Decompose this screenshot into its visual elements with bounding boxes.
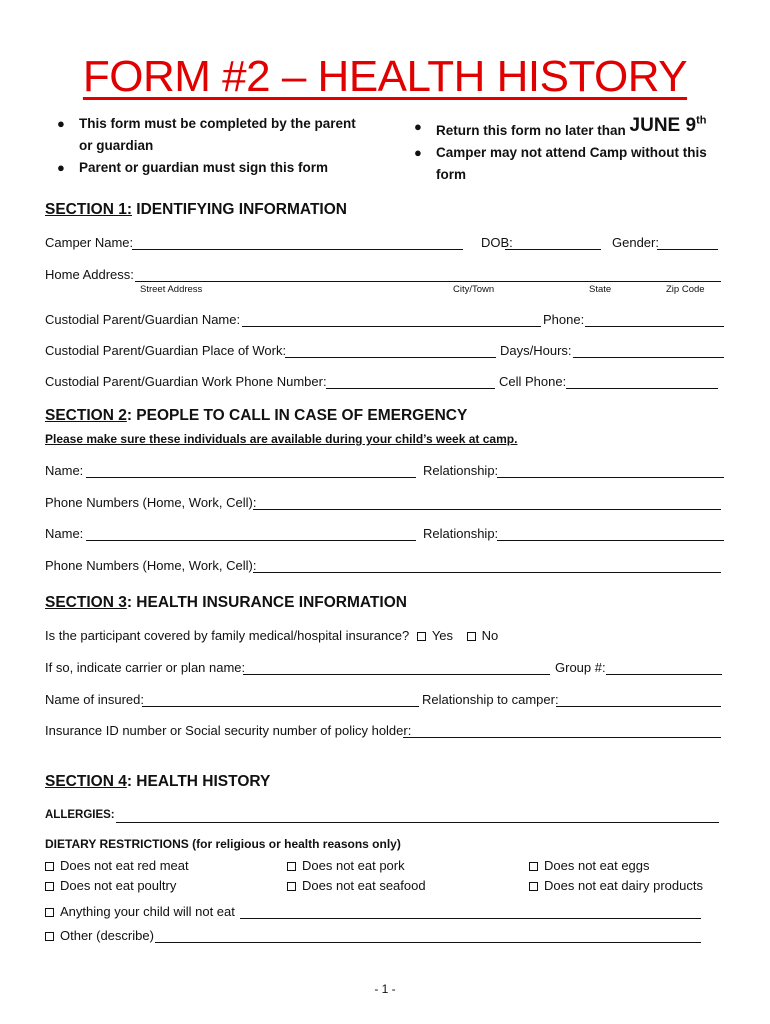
camper-name-label: Camper Name: — [45, 235, 134, 250]
section4-heading: SECTION 4: HEALTH HISTORY — [45, 773, 271, 790]
opt-other[interactable]: Other (describe) — [45, 928, 154, 943]
days-hours-field[interactable] — [573, 357, 724, 358]
group-field[interactable] — [606, 674, 722, 675]
checkbox[interactable] — [529, 862, 538, 871]
relationship-2-field[interactable] — [497, 540, 724, 541]
camper-name-field[interactable] — [132, 249, 463, 250]
insurance-question — [45, 628, 498, 643]
allergies-field[interactable] — [116, 822, 719, 823]
insurance-no-label: No — [481, 628, 499, 643]
relationship-1-field[interactable] — [497, 477, 724, 478]
insurance-id-field[interactable] — [403, 737, 721, 738]
dob-label: DOB: — [481, 235, 513, 250]
checkbox[interactable] — [45, 932, 54, 941]
section2-note: Please make sure these individuals are available during your child’s week at camp. — [45, 432, 518, 446]
emergency-name-2-label: Name: — [45, 526, 84, 541]
instruction-sign-text: Parent or guardian must sign this form — [79, 160, 329, 175]
form-title: FORM #2 – HEALTH HISTORY — [82, 52, 688, 101]
phone-numbers-1-field[interactable] — [253, 509, 721, 510]
opt-seafood[interactable]: Does not eat seafood — [287, 878, 426, 893]
work-phone-field[interactable] — [326, 388, 495, 389]
opt-dairy[interactable]: Does not eat dairy products — [529, 878, 703, 893]
insured-name-field[interactable] — [142, 706, 419, 707]
emergency-name-2-field[interactable] — [86, 540, 416, 541]
city-caption: City/Town — [453, 284, 495, 295]
opt-eggs[interactable]: Does not eat eggs — [529, 858, 650, 873]
place-of-work-field[interactable] — [285, 357, 496, 358]
instruction-return — [414, 115, 707, 139]
carrier-field[interactable] — [243, 674, 550, 675]
emergency-name-1-field[interactable] — [86, 477, 416, 478]
opt-red-meat[interactable]: Does not eat red meat — [45, 858, 189, 873]
other-field[interactable] — [155, 942, 701, 943]
bullet-icon: ● — [414, 145, 422, 160]
custodial-name-label: Custodial Parent/Guardian Name: — [45, 312, 241, 327]
custodial-name-field[interactable] — [242, 326, 541, 327]
relationship-1-label: Relationship: — [423, 463, 499, 478]
work-phone-label: Custodial Parent/Guardian Work Phone Number: — [45, 374, 327, 389]
home-address-label: Home Address: — [45, 267, 134, 282]
page-number: - 1 - — [374, 982, 396, 996]
opt-poultry[interactable]: Does not eat poultry — [45, 878, 176, 893]
checkbox[interactable] — [45, 882, 54, 891]
insurance-question-text: Is the participant covered by family medical/hospital insurance? — [45, 628, 410, 643]
instruction-attend — [414, 145, 707, 160]
insurance-yes-label: Yes — [431, 628, 454, 643]
checkbox[interactable] — [45, 908, 54, 917]
instruction-complete — [57, 116, 356, 131]
phone-label: Phone: — [543, 312, 585, 327]
opt-anything[interactable]: Anything your child will not eat — [45, 904, 235, 919]
instruction-attend-text: Camper may not attend Camp without this — [436, 145, 707, 160]
days-hours-label: Days/Hours: — [500, 343, 572, 358]
opt-pork[interactable]: Does not eat pork — [287, 858, 405, 873]
zip-caption: Zip Code — [666, 284, 705, 295]
relationship-camper-label: Relationship to camper: — [422, 692, 559, 707]
insurance-id-label: Insurance ID number or Social security number of policy holder: — [45, 723, 412, 738]
section1-heading: SECTION 1: IDENTIFYING INFORMATION — [45, 201, 347, 218]
relationship-camper-field[interactable] — [556, 706, 721, 707]
cell-phone-label: Cell Phone: — [499, 374, 567, 389]
home-address-field[interactable] — [135, 281, 721, 282]
gender-field[interactable] — [657, 249, 718, 250]
phone-field[interactable] — [585, 326, 724, 327]
deadline-date: JUNE 9th — [629, 115, 707, 137]
phone-numbers-2-label: Phone Numbers (Home, Work, Cell): — [45, 558, 257, 573]
bullet-icon: ● — [57, 160, 65, 175]
dietary-heading: DIETARY RESTRICTIONS (for religious or health reasons only) — [45, 837, 401, 851]
checkbox[interactable] — [287, 882, 296, 891]
section3-heading: SECTION 3: HEALTH INSURANCE INFORMATION — [45, 594, 407, 611]
dob-field[interactable] — [505, 249, 601, 250]
gender-label: Gender: — [612, 235, 659, 250]
checkbox[interactable] — [529, 882, 538, 891]
allergies-label: ALLERGIES: — [45, 809, 115, 821]
street-caption: Street Address — [140, 284, 203, 295]
place-of-work-label: Custodial Parent/Guardian Place of Work: — [45, 343, 287, 358]
instruction-complete-text: This form must be completed by the parent — [79, 116, 356, 131]
phone-numbers-2-field[interactable] — [253, 572, 721, 573]
insurance-no-checkbox[interactable] — [467, 632, 476, 641]
insurance-yes-checkbox[interactable] — [417, 632, 426, 641]
instruction-sign — [57, 160, 329, 175]
bullet-icon: ● — [57, 116, 65, 131]
insured-name-label: Name of insured: — [45, 692, 144, 707]
emergency-name-1-label: Name: — [45, 463, 84, 478]
bullet-icon: ● — [414, 119, 422, 134]
checkbox[interactable] — [45, 862, 54, 871]
cell-phone-field[interactable] — [566, 388, 718, 389]
relationship-2-label: Relationship: — [423, 526, 499, 541]
carrier-label: If so, indicate carrier or plan name: — [45, 660, 246, 675]
instruction-complete-cont: or guardian — [79, 138, 154, 153]
checkbox[interactable] — [287, 862, 296, 871]
group-label: Group #: — [555, 660, 606, 675]
phone-numbers-1-label: Phone Numbers (Home, Work, Cell): — [45, 495, 257, 510]
state-caption: State — [589, 284, 612, 295]
section2-heading: SECTION 2: PEOPLE TO CALL IN CASE OF EMERGENCY — [45, 407, 468, 424]
instruction-attend-cont: form — [436, 167, 466, 182]
anything-field[interactable] — [240, 918, 701, 919]
instruction-return-text: Return this form no later than — [436, 123, 626, 139]
